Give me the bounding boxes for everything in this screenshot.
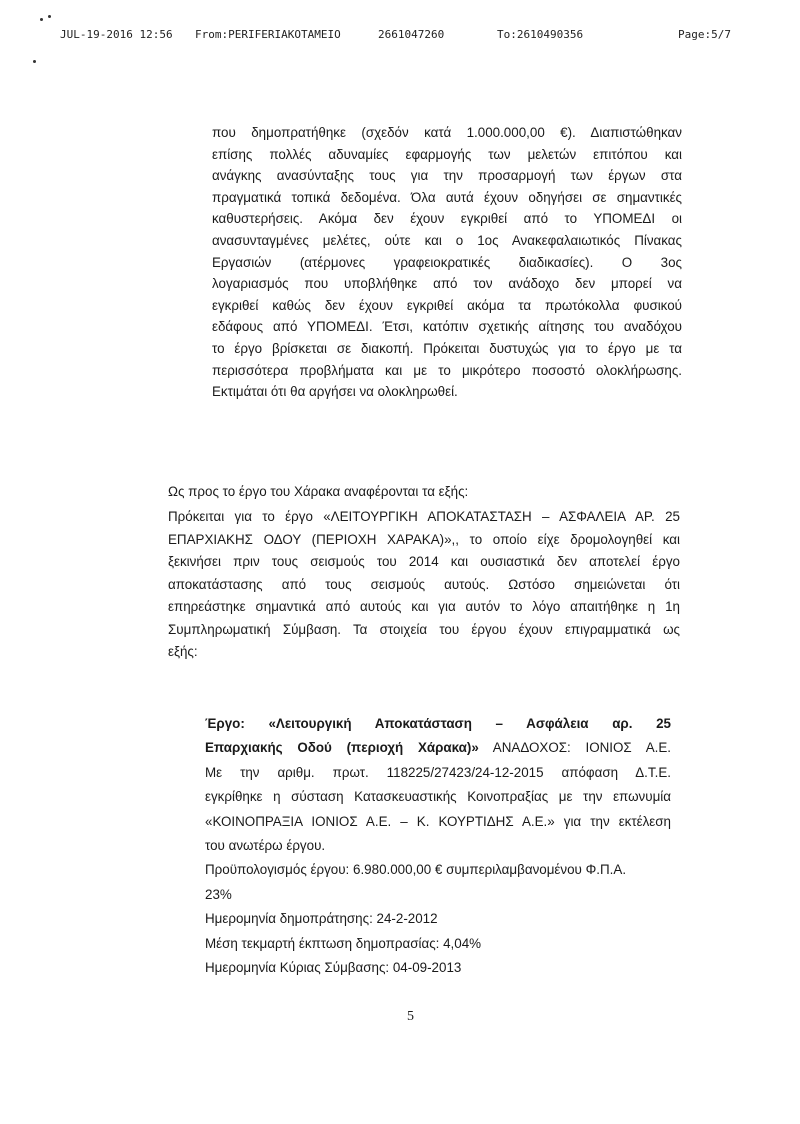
fax-speck	[33, 60, 36, 63]
main-contract-date: Ημερομηνία Κύριας Σύμβασης: 04-09-2013	[205, 960, 462, 976]
fax-to: To:2610490356	[497, 28, 584, 41]
fax-header	[0, 28, 800, 48]
project-contractor: ΑΝΑΔΟΧΟΣ: ΙΟΝΙΟΣ Α.Ε.	[478, 740, 671, 756]
text-line: Εργασιών (ατέρμονες γραφειοκρατικές διαδικασίες). Ο 3ος	[212, 254, 682, 270]
text-line: ξεκινήσει πριν τους σεισμούς του 2014 και ουσιαστικά δεν αποτελεί έργο	[168, 554, 680, 569]
text-line: πραγματικά τοπικά δεδομένα. Όλα αυτά έχουν οδηγήσει σε σημαντικές	[212, 189, 682, 205]
decision-line: εγκρίθηκε η σύσταση Κατασκευαστικής Κοινοπραξίας με την επωνυμία	[205, 789, 671, 805]
text-line: ΕΠΑΡΧΙΑΚΗΣ ΟΔΟΥ (ΠΕΡΙΟΧΗ ΧΑΡΑΚΑ)»,, το οποίο είχε δρομολογηθεί και	[168, 531, 680, 547]
text-line: ανάγκης ανασύνταξης τους για την προσαρμογή των έργων στα	[212, 168, 682, 184]
decision-line: Με την αριθμ. πρωτ. 118225/27423/24-12-2015 απόφαση Δ.Τ.Ε.	[205, 764, 671, 780]
fax-number: 2661047260	[378, 28, 445, 41]
text-line: επίσης πολλές αδυναμίες εφαρμογής των μελετών επιτόπου και	[212, 146, 682, 162]
budget-line: Προϋπολογισμός έργου: 6.980.000,00 € συμπεριλαμβανομένου Φ.Π.Α.	[205, 862, 627, 878]
decision-line: του ανωτέρω έργου.	[205, 838, 326, 854]
project-details	[205, 712, 671, 980]
fax-from: From:PERIFERIAKOTAMEIO	[195, 28, 341, 41]
text-line: αποκατάστασης από τους σεισμούς αυτούς. Ωστόσο σημειώνεται ότι	[168, 576, 680, 592]
project-title-contractor	[205, 736, 671, 760]
page-number: 5	[407, 1009, 414, 1024]
fax-speck	[48, 15, 51, 18]
text-line: εξής:	[168, 644, 198, 659]
text-line: λογαριασμός που υποβλήθηκε από τον ανάδοχο δεν μπορεί να	[212, 276, 682, 292]
section-intro-text: Ως προς το έργο του Χάρακα αναφέρονται τα εξής:	[168, 484, 469, 499]
budget-vat: 23%	[205, 886, 232, 902]
decision-line: «ΚΟΙΝΟΠΡΑΞΙΑ ΙΟΝΙΟΣ Α.Ε. – Κ. ΚΟΥΡΤΙΔΗΣ Α.Ε.» για την εκτέλεση	[205, 813, 671, 829]
text-line: ανασυνταγμένες μελέτες, ούτε και ο 1ος Ανακεφαλαιωτικός Πίνακας	[212, 232, 682, 248]
text-line: επηρεάστηκε σημαντικά από αυτούς και για αυτόν το λόγο απαιτήθηκε η 1η	[168, 599, 680, 614]
auction-discount: Μέση τεκμαρτή έκπτωση δημοπρασίας: 4,04%	[205, 935, 482, 951]
project-title-cont: Επαρχιακής Οδού (περιοχή Χάρακα)»	[205, 740, 479, 756]
fax-date-time: JUL-19-2016 12:56	[60, 28, 173, 41]
fax-page: Page:5/7	[678, 28, 731, 41]
section-intro	[168, 481, 680, 504]
paragraph-delays	[212, 122, 682, 403]
text-line: το έργο βρίσκεται σε διακοπή. Πρόκειται δυστυχώς για το έργο με τα	[212, 340, 682, 356]
auction-date: Ημερομηνία δημοπράτησης: 24-2-2012	[205, 911, 438, 927]
text-line: καθυστερήσεις. Ακόμα δεν έχουν εγκριθεί από το ΥΠΟΜΕΔΙ οι	[212, 211, 682, 227]
text-line: περισσότερα προβλήματα και με το μικρότερο ποσοστό ολοκλήρωσης.	[212, 362, 682, 378]
text-line: εδάφους από ΥΠΟΜΕΔΙ. Έτσι, κατόπιν σχετικής αίτησης του αναδόχου	[212, 319, 682, 335]
project-title: Έργο: «Λειτουργική Αποκατάσταση – Ασφάλεια αρ. 25	[205, 716, 671, 731]
text-line: Συμπληρωματική Σύμβαση. Τα στοιχεία του έργου έχουν επιγραμματικά ως	[168, 621, 680, 637]
text-line: εγκριθεί καθώς δεν έχουν εγκριθεί ακόμα τα πρωτόκολλα φυσικού	[212, 297, 682, 313]
text-line: που δημοπρατήθηκε (σχεδόν κατά 1.000.000,00 €). Διαπιστώθηκαν	[212, 125, 682, 140]
fax-speck	[40, 18, 43, 21]
text-line: Εκτιμάται ότι θα αργήσει να ολοκληρωθεί.	[212, 384, 458, 400]
text-line: Πρόκειται για το έργο «ΛΕΙΤΟΥΡΓΙΚΗ ΑΠΟΚΑΤΑΣΤΑΣΗ – ΑΣΦΑΛΕΙΑ ΑΡ. 25	[168, 509, 680, 524]
paragraph-charakas	[168, 506, 680, 664]
